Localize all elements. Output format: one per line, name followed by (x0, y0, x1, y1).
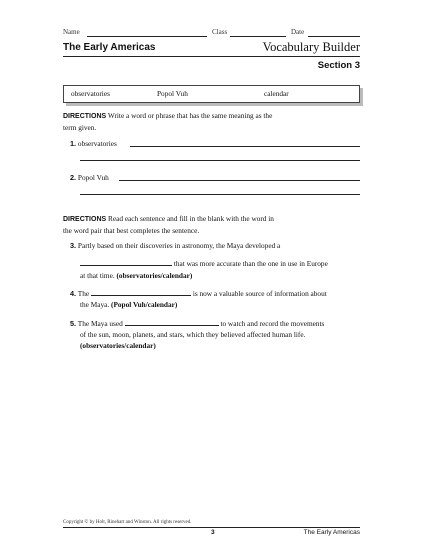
item-2 (70, 172, 109, 183)
item-4-after: is now a valuable source of information about (192, 289, 327, 298)
item-5-word-pair: (observatories/calendar) (80, 341, 156, 350)
worksheet-title: Vocabulary Builder (262, 40, 360, 54)
item-5-line-2: of the sun, moon, planets, and stars, which they believed affected human life. (80, 330, 306, 339)
item-4-line-2: the Maya. (80, 300, 110, 309)
item-2-answer-line-1[interactable] (119, 180, 360, 181)
item-3-number: 3. (70, 241, 77, 250)
copyright: Copyright © by Holt, Rinehart and Winston. All rights reserved. (63, 520, 192, 525)
item-1-term: observatories (77, 139, 117, 148)
item-3-word-pair: (observatories/calendar) (116, 271, 193, 280)
item-1-number: 1. (70, 139, 77, 148)
item-1-answer-line-2[interactable] (80, 160, 360, 161)
directions-2-label: DIRECTIONS (63, 216, 107, 223)
item-4 (70, 288, 327, 299)
directions-2-text: Read each sentence and fill in the blank with the word in (108, 214, 274, 223)
section-label: Section 3 (317, 60, 360, 71)
item-1 (70, 138, 117, 149)
item-3 (70, 240, 370, 251)
item-3-line-3-wrap (80, 270, 192, 281)
item-4-line-2-wrap (80, 299, 177, 310)
footer-rule (63, 527, 360, 528)
item-3-line-2: that was more accurate than the one in use in Europe (173, 259, 328, 268)
name-field[interactable] (87, 36, 207, 37)
item-5-line-2-wrap (80, 329, 305, 340)
unit-title: The Early Americas (63, 42, 156, 53)
item-2-term: Popol Vuh (77, 173, 109, 182)
item-5-line-3-wrap (80, 340, 156, 351)
word-bank-term-3: calendar (264, 89, 289, 98)
item-3-line-2-wrap (80, 258, 328, 269)
directions-1-text2: term given. (63, 123, 97, 132)
item-2-number: 2. (70, 173, 77, 182)
item-4-before: The (77, 289, 90, 298)
item-5-before: The Maya used (77, 319, 123, 328)
directions-1 (63, 110, 363, 133)
word-bank-term-1: observatories (71, 89, 110, 98)
word-bank-term-2: Popol Vuh (157, 89, 188, 98)
name-label: Name (63, 28, 80, 36)
directions-2-text2: the word pair that best completes the sentence. (63, 226, 200, 235)
item-4-blank[interactable] (91, 288, 191, 296)
item-4-number: 4. (70, 289, 77, 298)
header-rule (63, 56, 360, 57)
page-number: 3 (211, 529, 215, 536)
item-1-answer-line-1[interactable] (130, 146, 360, 147)
class-label: Class (212, 28, 228, 36)
date-field[interactable] (308, 36, 360, 37)
item-2-answer-line-2[interactable] (80, 194, 360, 195)
date-label: Date (291, 28, 305, 36)
item-3-blank[interactable] (80, 258, 172, 266)
item-3-line-3: at that time. (80, 271, 115, 280)
item-5-after: to watch and record the movements (220, 319, 325, 328)
word-bank (63, 85, 360, 103)
class-field[interactable] (230, 36, 286, 37)
directions-1-label: DIRECTIONS (63, 113, 107, 120)
item-4-word-pair: (Popol Vuh/calendar) (111, 300, 178, 309)
footer-unit-title: The Early Americas (303, 529, 360, 536)
directions-1-text: Write a word or phrase that has the same meaning as the (107, 111, 273, 120)
item-5-blank[interactable] (125, 318, 219, 326)
item-5 (70, 318, 324, 329)
item-3-line-1: Partly based on their discoveries in astronomy, the Maya developed a (77, 241, 281, 250)
directions-2 (63, 213, 373, 236)
item-5-number: 5. (70, 319, 77, 328)
